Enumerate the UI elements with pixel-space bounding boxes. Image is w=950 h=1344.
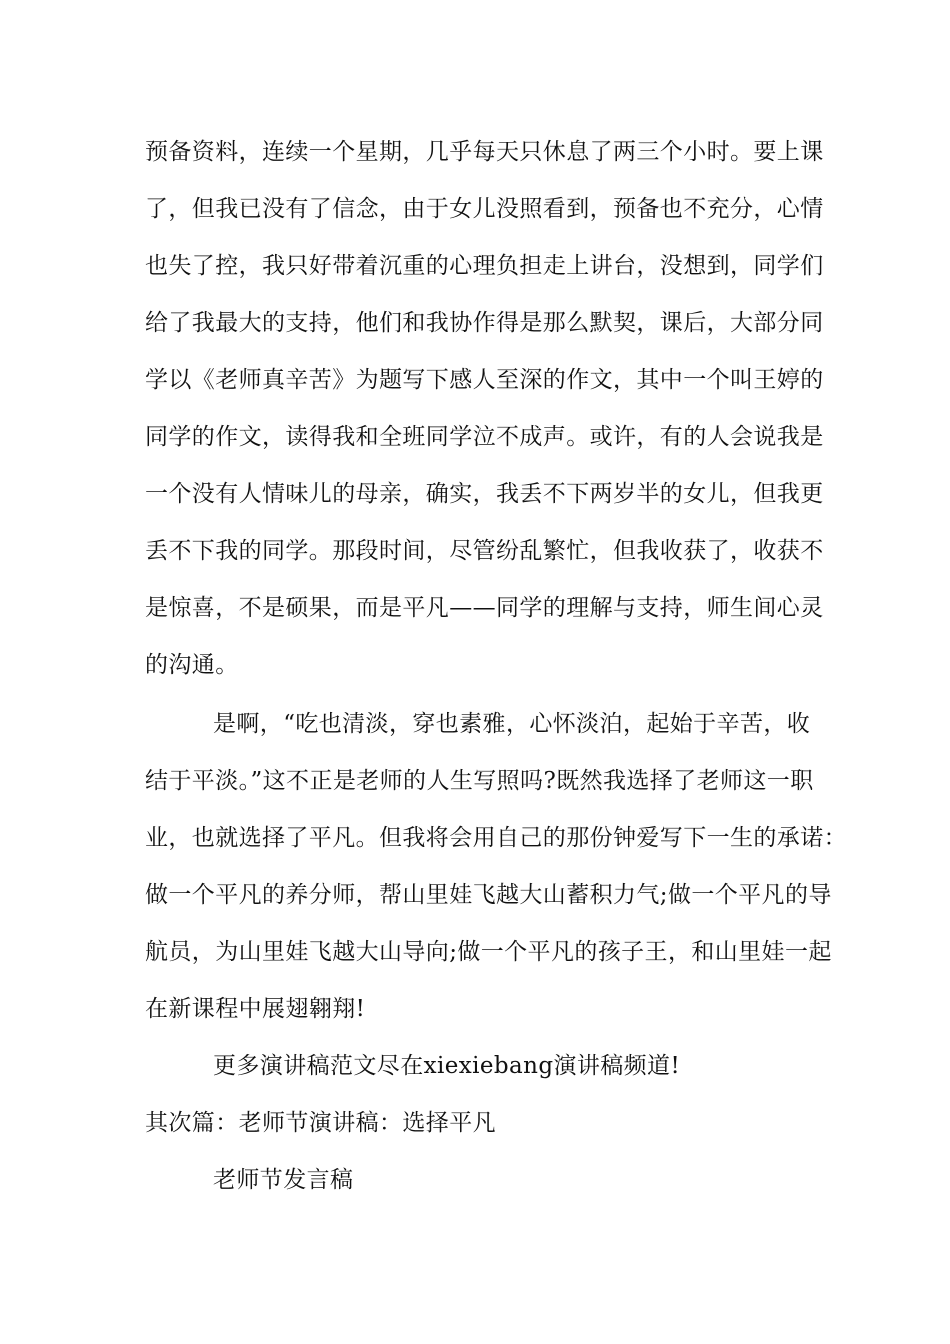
paragraph-2-line-5: 航员，为山里娃飞越大山导向;做一个平凡的孩子王，和山里娃一起 <box>145 939 832 965</box>
paragraph-1-line-7: 一个没有人情味儿的母亲，确实，我丢不下两岁半的女儿，但我更 <box>145 481 824 507</box>
paragraph-2-line-3: 业，也就选择了平凡。但我将会用自己的那份钟爱写下一生的承诺： <box>145 825 847 851</box>
paragraph-1-line-10: 的沟通。 <box>145 652 239 678</box>
paragraph-2-line-1: 是啊，“吃也清淡，穿也素雅，心怀淡泊，起始于辛苦，收 <box>213 711 811 737</box>
paragraph-1-line-8: 丢不下我的同学。那段时间，尽管纷乱繁忙，但我收获了，收获不 <box>145 538 824 564</box>
paragraph-2-line-4: 做一个平凡的养分师，帮山里娃飞越大山蓄积力气;做一个平凡的导 <box>145 882 832 908</box>
paragraph-1-line-4: 给了我最大的支持，他们和我协作得是那么默契，课后，大部分同 <box>145 310 824 336</box>
section-heading: 其次篇：老师节演讲稿：选择平凡 <box>145 1110 496 1136</box>
paragraph-1-line-5: 学以《老师真辛苦》为题写下感人至深的作文，其中一个叫王婷的 <box>145 367 824 393</box>
paragraph-2-line-2: 结于平淡。”这不正是老师的人生写照吗?既然我选择了老师这一职 <box>145 768 814 794</box>
paragraph-1-line-3: 也失了控，我只好带着沉重的心理负担走上讲台，没想到，同学们 <box>145 253 824 279</box>
paragraph-1-line-9: 是惊喜，不是硕果，而是平凡——同学的理解与支持，师生间心灵 <box>145 595 824 621</box>
paragraph-1-line-6: 同学的作文，读得我和全班同学泣不成声。或许，有的人会说我是 <box>145 424 824 450</box>
more-speeches-link[interactable]: 更多演讲稿范文尽在xiexiebang演讲稿频道! <box>213 1053 681 1079</box>
paragraph-1-line-1: 预备资料，连续一个星期，几乎每天只休息了两三个小时。要上课 <box>145 139 824 165</box>
sub-heading: 老师节发言稿 <box>213 1167 354 1193</box>
paragraph-2-line-6: 在新课程中展翅翱翔! <box>145 996 366 1022</box>
paragraph-1-line-2: 了，但我已没有了信念，由于女儿没照看到，预备也不充分，心情 <box>145 196 824 222</box>
